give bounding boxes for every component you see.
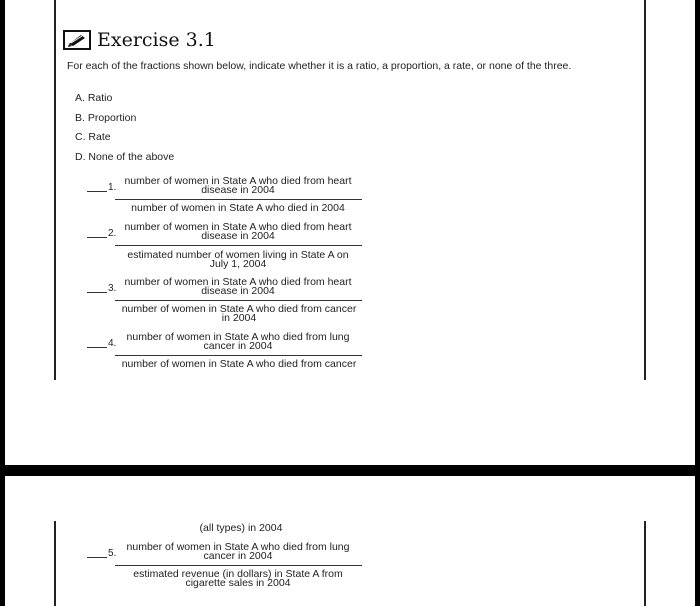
question-number: 2. [108,228,117,239]
exercise-header [63,28,216,52]
answer-blank[interactable] [87,191,107,192]
left-border [54,0,56,380]
numerator: number of women in State A who died from heart disease in 2004 [124,276,352,297]
denominator: number of women in State A who died from cancer [121,358,357,370]
option-b: B. Proportion [75,111,137,124]
right-border [644,0,646,380]
denominator: estimated revenue (in dollars) in State A from cigarette sales in 2004 [133,568,343,589]
right-border [644,521,646,606]
fraction-bar [115,355,362,356]
answer-blank[interactable] [87,347,107,348]
question-number: 3. [108,283,117,294]
question-number: 5. [108,548,117,559]
fraction-bar [115,565,362,566]
answer-blank[interactable] [87,292,107,293]
fraction-bar [115,245,362,246]
denominator: number of women in State A who died in 2004 [131,202,345,214]
page-1 [5,0,695,465]
answer-blank[interactable] [87,557,107,558]
numerator: number of women in State A who died from lung cancer in 2004 [126,331,350,352]
numerator: number of women in State A who died from lung cancer in 2004 [126,541,350,562]
question-number: 4. [108,338,117,349]
answer-options [75,91,174,169]
option-d: D. None of the above [75,150,175,163]
fraction-bar [115,199,362,200]
denominator: estimated number of women living in State A on July 1, 2004 [127,249,349,270]
continued-text: (all types) in 2004 [199,522,283,534]
numerator: number of women in State A who died from heart disease in 2004 [124,175,352,196]
pencil-icon [63,30,91,50]
question-number: 1. [108,182,117,193]
instructions: For each of the fractions shown below, indicate whether it is a ratio, a proportion, a rate, or none of the three. [67,60,572,72]
answer-blank[interactable] [87,237,107,238]
denominator: number of women in State A who died from cancer in 2004 [121,303,357,324]
numerator: number of women in State A who died from heart disease in 2004 [124,221,352,242]
page-2 [5,476,695,606]
left-border [54,521,56,606]
fraction-bar [115,300,362,301]
option-a: A. Ratio [75,92,113,104]
exercise-title: Exercise 3.1 [97,29,216,51]
option-c: C. Rate [75,131,111,143]
